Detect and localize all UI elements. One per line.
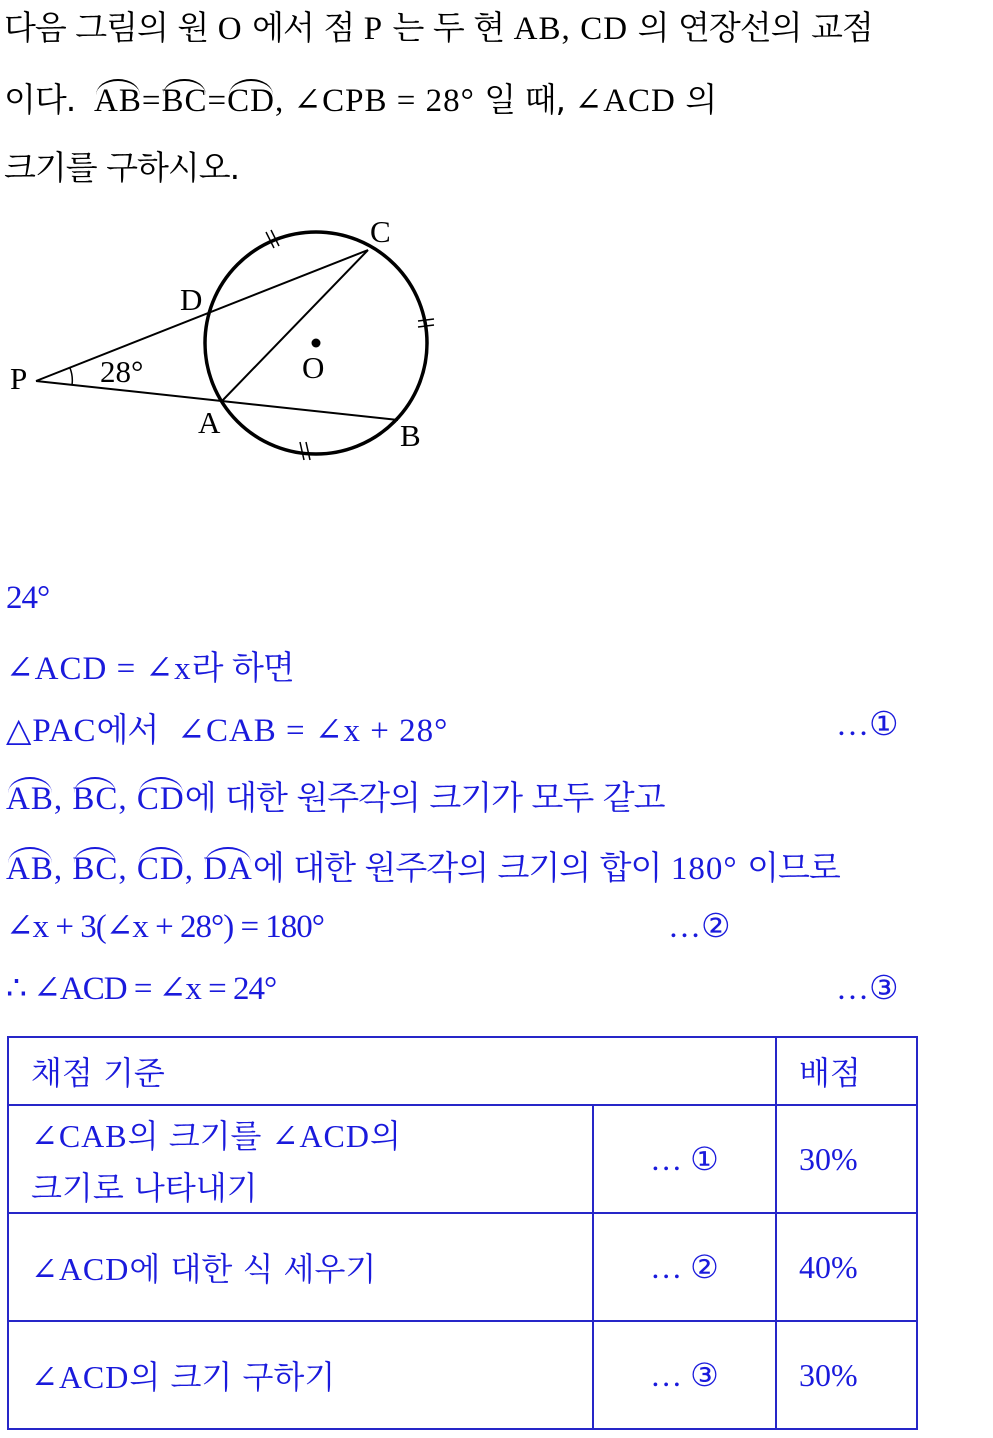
separator: , bbox=[53, 781, 64, 817]
circle-name: O bbox=[217, 11, 243, 47]
problem-text: 이다. bbox=[4, 80, 76, 119]
solution-line-4 bbox=[6, 842, 840, 889]
solution-line-3 bbox=[6, 772, 664, 819]
problem-text: 크기를 구하시오. bbox=[4, 148, 240, 187]
points-cell: 30% bbox=[776, 1105, 917, 1213]
problem-text: 는 두 현 bbox=[383, 8, 514, 47]
separator: , bbox=[118, 851, 128, 887]
grading-table bbox=[7, 1036, 918, 1430]
step-cell: … ② bbox=[593, 1213, 776, 1321]
label-d: D bbox=[180, 282, 203, 317]
separator: , bbox=[184, 851, 194, 887]
math-expression: ∠CAB bbox=[31, 1118, 128, 1154]
separator: , bbox=[274, 83, 285, 119]
criteria-text: 의 크기를 bbox=[127, 1117, 262, 1155]
point-name: P bbox=[363, 11, 384, 47]
separator: , bbox=[118, 781, 128, 817]
chord-ac bbox=[222, 250, 368, 401]
math-expression: 180° bbox=[670, 851, 738, 887]
arc-cd: CD bbox=[136, 851, 185, 887]
solution-line-5 bbox=[6, 906, 324, 946]
equals-sign: = bbox=[141, 83, 162, 119]
step-cell: … ③ bbox=[593, 1321, 776, 1429]
step-marker-1: …① bbox=[836, 707, 899, 743]
asked-angle: ∠ACD bbox=[574, 83, 676, 119]
label-o: O bbox=[302, 350, 325, 385]
table-row bbox=[8, 1213, 917, 1321]
circle-figure bbox=[0, 208, 460, 478]
solution-text: 에서 bbox=[96, 710, 159, 749]
separator: , bbox=[561, 11, 571, 47]
table-header bbox=[8, 1037, 917, 1105]
problem-line-3 bbox=[4, 142, 239, 189]
angle-arc bbox=[70, 368, 72, 385]
equals-sign: = bbox=[207, 83, 228, 119]
criteria-cell bbox=[8, 1105, 593, 1213]
step-marker-2: …② bbox=[668, 909, 731, 945]
criteria-text: 의 크기 구하기 bbox=[129, 1358, 336, 1396]
problem-text: 일 때, bbox=[474, 80, 566, 119]
math-expression: ∠ACD bbox=[31, 1251, 130, 1287]
arc-bc: BC bbox=[72, 851, 119, 887]
answer-value: 24° bbox=[6, 580, 50, 616]
answer bbox=[6, 580, 49, 617]
chord-ab: AB bbox=[513, 11, 562, 47]
solution-line-6 bbox=[6, 968, 276, 1008]
solution-text: 에 대한 원주각의 크기가 모두 같고 bbox=[184, 778, 665, 817]
arc-bc: BC bbox=[161, 83, 208, 119]
label-b: B bbox=[400, 418, 421, 453]
problem-line-2 bbox=[4, 74, 716, 121]
solution-line-1 bbox=[6, 642, 294, 689]
solution-text: 에 대한 원주각의 크기의 합이 bbox=[252, 848, 662, 887]
label-a: A bbox=[198, 405, 221, 440]
table-row bbox=[8, 1105, 917, 1213]
arc-da: DA bbox=[203, 851, 253, 887]
math-expression: ∠ACD bbox=[31, 1359, 130, 1395]
separator: , bbox=[53, 851, 64, 887]
header-points: 배점 bbox=[776, 1037, 917, 1105]
problem-text: 의 bbox=[675, 80, 717, 119]
problem-text: 의 연장선의 교점 bbox=[628, 8, 873, 47]
arc-ab: AB bbox=[6, 781, 54, 817]
header-criteria: 채점 기준 bbox=[8, 1037, 776, 1105]
arc-cd: CD bbox=[227, 83, 275, 119]
triangle-pac: △PAC bbox=[6, 713, 97, 749]
math-expression: ∠CAB = ∠x + 28° bbox=[177, 713, 449, 749]
criteria-cell bbox=[8, 1213, 593, 1321]
math-expression: ∠ACD bbox=[271, 1118, 370, 1154]
math-expression: ∠ACD = ∠x bbox=[6, 651, 192, 687]
points-cell: 30% bbox=[776, 1321, 917, 1429]
label-p: P bbox=[10, 361, 28, 396]
arc-ab: AB bbox=[94, 83, 142, 119]
chord-cd: CD bbox=[580, 11, 629, 47]
step-cell: … ① bbox=[593, 1105, 776, 1213]
criteria-text: 크기로 나타내기 bbox=[31, 1169, 258, 1207]
given-angle: ∠CPB = 28° bbox=[293, 83, 475, 119]
angle-label: 28° bbox=[100, 354, 144, 389]
solution-text: 이므로 bbox=[747, 848, 840, 887]
arc-bc: BC bbox=[72, 781, 119, 817]
arc-ab: AB bbox=[6, 851, 54, 887]
problem-text: 다음 그림의 원 bbox=[4, 8, 218, 47]
criteria-text: 에 대한 식 세우기 bbox=[129, 1250, 377, 1288]
conclusion: ∴ ∠ACD = ∠x = 24° bbox=[6, 971, 277, 1007]
equation: ∠x + 3(∠x + 28°) = 180° bbox=[6, 909, 325, 945]
step-marker-3: …③ bbox=[836, 971, 899, 1007]
table-row bbox=[8, 1321, 917, 1429]
criteria-cell bbox=[8, 1321, 593, 1429]
solution-line-2 bbox=[6, 704, 448, 751]
solution-text: 라 하면 bbox=[191, 648, 294, 687]
criteria-text: 의 bbox=[369, 1117, 401, 1155]
center-dot bbox=[312, 339, 321, 348]
problem-line-1 bbox=[4, 2, 873, 49]
label-c: C bbox=[370, 214, 391, 249]
points-cell: 40% bbox=[776, 1213, 917, 1321]
arc-cd: CD bbox=[136, 781, 185, 817]
problem-text: 에서 점 bbox=[242, 8, 364, 47]
